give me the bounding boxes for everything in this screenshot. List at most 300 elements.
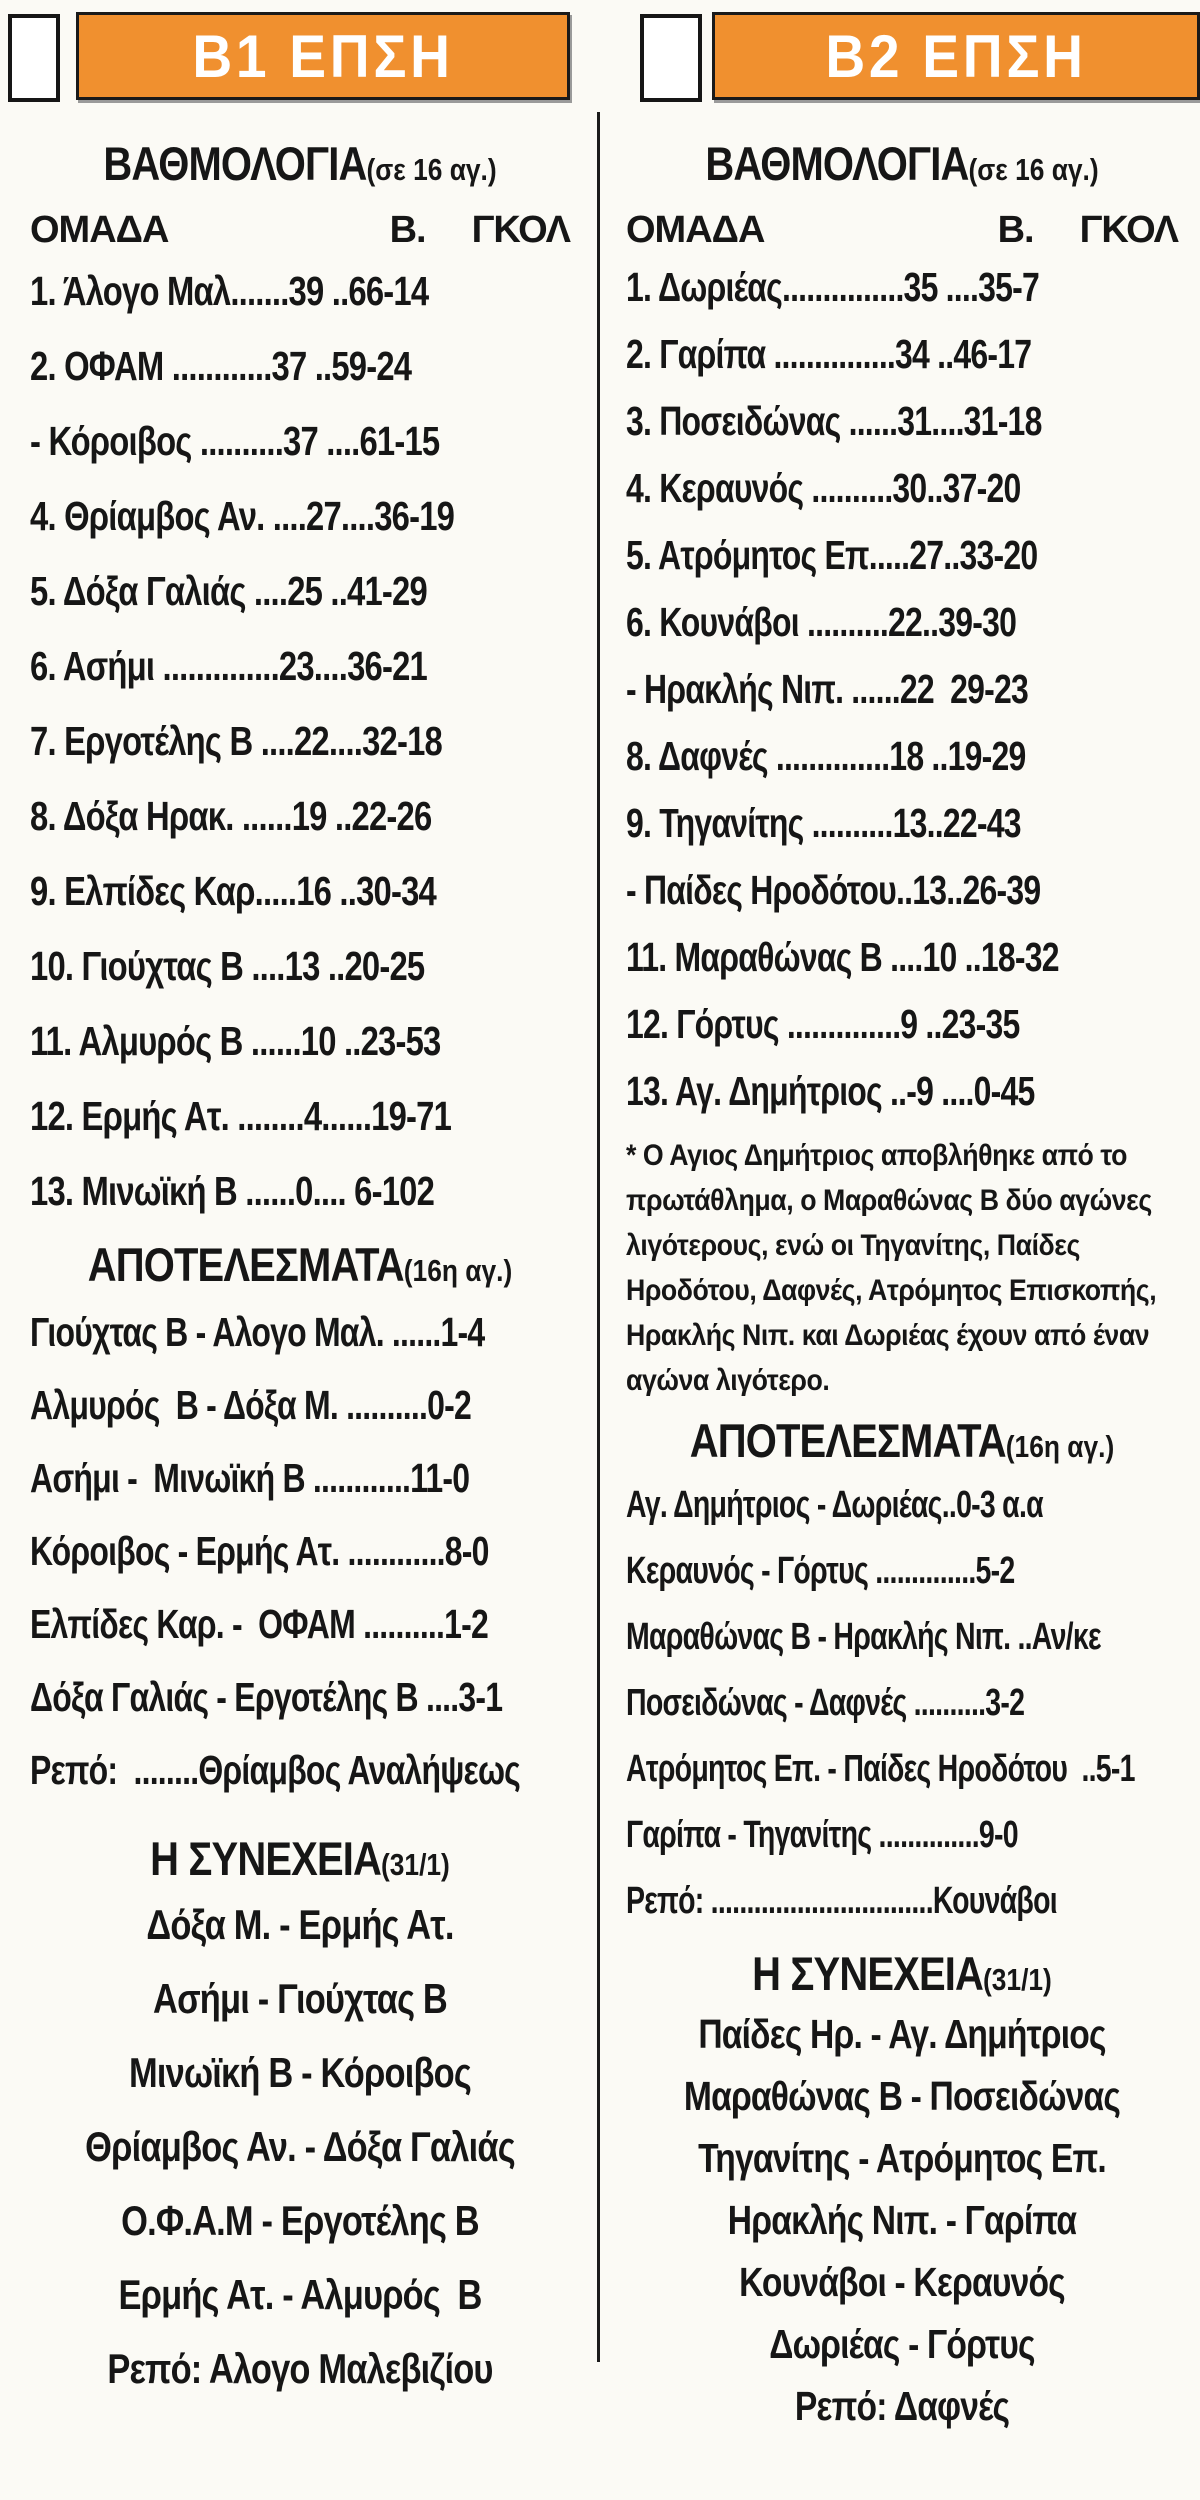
- away-team: Δαφνές: [809, 1682, 907, 1724]
- dot-leader: ....: [312, 1168, 355, 1214]
- results-list: [626, 1472, 1178, 1868]
- result-row: [626, 1604, 1101, 1670]
- dot-leader: ..: [946, 867, 963, 913]
- fixture-row: [676, 2251, 1129, 2313]
- vs-separator: -: [270, 1901, 299, 1948]
- fixture-row: [79, 2184, 522, 2258]
- away-team: Δόξα Γαλιάς: [322, 2123, 515, 2170]
- fixture-row: [676, 2065, 1129, 2127]
- away-team: Κόροιβος: [320, 2049, 471, 2096]
- result-row: [626, 1802, 1040, 1868]
- away-team: Αλμυρός Β: [300, 2271, 482, 2318]
- dot-leader: ......: [840, 398, 898, 444]
- team-goals: 61-15: [359, 418, 440, 464]
- dot-leader: ..........: [798, 599, 889, 645]
- table-row: [626, 790, 1057, 857]
- column-header-team: ΟΜΑΔΑ: [626, 209, 765, 251]
- dot-leader: ..: [322, 568, 348, 614]
- vs-separator: -: [208, 1674, 235, 1720]
- dot-leader: ....: [881, 934, 923, 980]
- vs-separator: -: [820, 1748, 844, 1790]
- team-rank: -: [626, 666, 644, 712]
- dot-leader: ..: [326, 793, 352, 839]
- away-team: Γόρτυς: [926, 2321, 1035, 2367]
- away-team: Εργοτέλης Β: [280, 2197, 479, 2244]
- table-row: [626, 388, 1057, 455]
- next-round-title: [667, 1946, 1136, 2001]
- column-b2: [626, 118, 1178, 2437]
- standings-footnote: * Ο Αγιος Δημήτριος αποβλήθηκε από το πρωτάθλημα, ο Μαραθώνας Β δύο αγώνες λιγότερους, ενώ οι Τηγανίτης, Παίδες Ηροδότου, Δαφνές, Ατρόμητος Επισκοπής, Ηρακλής Νιπ. και Δωριέας έχουν από έναν αγώνα λιγότερο.: [626, 1139, 1157, 1397]
- team-points: 22: [899, 666, 934, 712]
- team-points: 9: [900, 1001, 918, 1047]
- result-row: [30, 1296, 485, 1369]
- team-goals: 26-39: [962, 867, 1041, 913]
- dot-leader: ....: [264, 493, 307, 539]
- away-team: Ερμής Ατ.: [298, 1901, 454, 1948]
- team-name: Δόξα Γαλιάς: [62, 568, 246, 614]
- team-points: 22: [888, 599, 923, 645]
- table-row: [626, 924, 1057, 991]
- next-round-title: [71, 1831, 530, 1886]
- dot-leader: ..: [881, 1068, 907, 1114]
- team-rank: 6.: [30, 643, 63, 689]
- dot-leader: ......: [233, 793, 292, 839]
- results-title: [667, 1413, 1136, 1468]
- result-row: [30, 1442, 470, 1515]
- away-team: Ατρόμητος Επ.: [875, 2135, 1106, 2181]
- team-rank: 10.: [30, 943, 82, 989]
- team-goals: 41-29: [347, 568, 427, 614]
- home-team: Μαραθώνας Β: [683, 2073, 903, 2119]
- away-team: Ερμής Ατ.: [195, 1528, 340, 1574]
- team-goals: 59-24: [331, 343, 412, 389]
- team-rank: 6.: [626, 599, 660, 645]
- team-name: Αγ. Δημήτριος: [675, 1068, 882, 1114]
- team-goals: 35-7: [978, 264, 1039, 310]
- column-header-points: Β.: [389, 209, 426, 251]
- home-team: Μινωϊκή Β: [129, 2049, 293, 2096]
- team-rank: 11.: [30, 1018, 79, 1064]
- dot-leader: ....: [340, 493, 375, 539]
- vs-separator: -: [809, 1484, 832, 1526]
- team-points: 16: [296, 868, 332, 914]
- dot-leader: ......: [236, 1168, 296, 1214]
- team-rank: 2.: [30, 343, 65, 389]
- next-round-title-text: Η ΣΥΝΕΧΕΙΑ: [150, 1832, 381, 1885]
- team-rank: 9.: [626, 800, 660, 846]
- vs-separator: -: [937, 2197, 965, 2243]
- away-team: Κεραυνός: [913, 2259, 1065, 2305]
- team-rank: 13.: [626, 1068, 676, 1114]
- fixtures-list: [626, 2003, 1178, 2375]
- column-header-goals: ΓΚΟΛ: [1079, 209, 1178, 251]
- away-team: Γαρίπα: [964, 2197, 1077, 2243]
- dot-leader: ...............: [781, 264, 904, 310]
- vs-separator: -: [810, 1616, 834, 1658]
- away-team: Δόξα Μ.: [222, 1382, 338, 1428]
- header-checkbox-b2: [640, 14, 702, 102]
- fixture-row: [676, 2127, 1129, 2189]
- team-points: 13: [912, 867, 947, 913]
- team-rank: -: [30, 418, 49, 464]
- away-team: Αλογο Μαλ.: [212, 1309, 384, 1355]
- dot-leader: ......: [843, 666, 900, 712]
- team-rank: -: [626, 867, 644, 913]
- team-goals: 23-53: [360, 1018, 441, 1064]
- home-team: Ηρακλής Νιπ.: [727, 2197, 938, 2243]
- dot-leader: ..............: [154, 643, 279, 689]
- team-goals: 29-23: [950, 666, 1029, 712]
- team-goals: 37-20: [942, 465, 1021, 511]
- team-points: 30: [892, 465, 927, 511]
- away-team: Ποσειδώνας: [929, 2073, 1121, 2119]
- team-points: 31: [897, 398, 932, 444]
- team-points: 39: [288, 268, 324, 314]
- results-title-note: (16η αγ.): [403, 1253, 513, 1288]
- team-goals: 36-21: [347, 643, 427, 689]
- next-round-title-note: (31/1): [982, 1962, 1052, 1997]
- team-points: 13: [284, 943, 320, 989]
- table-row: [626, 455, 1057, 522]
- standings-table: [626, 254, 1178, 1125]
- column-header-team: ΟΜΑΔΑ: [30, 209, 169, 251]
- table-row: [30, 329, 462, 404]
- home-team: Γαρίπα: [626, 1814, 721, 1856]
- table-row: [30, 1079, 462, 1154]
- dot-leader: ......: [238, 268, 289, 314]
- team-name: Δωριέας: [658, 264, 782, 310]
- vs-separator: -: [753, 1550, 778, 1592]
- team-name: Κουνάβοι: [659, 599, 799, 645]
- results-repo-line: Ρεπό: ...............................Κουνάβοι: [626, 1880, 1057, 1922]
- away-team: Γόρτυς: [777, 1550, 869, 1592]
- team-name: Αλμυρός Β: [78, 1018, 243, 1064]
- home-team: Δόξα Γαλιάς: [30, 1674, 209, 1720]
- home-team: Δωριέας: [769, 2321, 900, 2367]
- team-name: Άλογο Μαλ.: [62, 268, 239, 314]
- dot-leader: ........: [228, 1093, 304, 1139]
- team-rank: 12.: [626, 1001, 677, 1047]
- fixtures-repo-line: Ρεπό: Δαφνές: [794, 2383, 1010, 2429]
- team-name: Μινωϊκή Β: [81, 1168, 237, 1214]
- team-name: Δαφνές: [658, 733, 768, 779]
- team-goals: 0-45: [973, 1068, 1035, 1114]
- team-points: 18: [889, 733, 924, 779]
- fixture-row: [676, 2189, 1129, 2251]
- next-round-title-text: Η ΣΥΝΕΧΕΙΑ: [752, 1947, 983, 2000]
- table-row: [30, 854, 462, 929]
- team-name: Κόροιβος: [48, 418, 192, 464]
- table-row: [626, 1058, 1057, 1125]
- result-row: [626, 1538, 1040, 1604]
- table-row: [30, 404, 462, 479]
- table-row: [30, 779, 462, 854]
- team-points: -9: [906, 1068, 934, 1114]
- table-row: [626, 254, 1057, 321]
- team-goals: 6-102: [354, 1168, 435, 1214]
- result-score: ..Αν/κε: [1010, 1616, 1101, 1658]
- team-rank: 1.: [30, 268, 63, 314]
- column-header-goals: ΓΚΟΛ: [471, 209, 570, 251]
- results-title-text: ΑΠΟΤΕΛΕΣΜΑΤΑ: [689, 1414, 1006, 1467]
- result-score: ..........3-2: [906, 1682, 1025, 1724]
- dot-leader: ..: [926, 800, 943, 846]
- team-rank: 9.: [30, 868, 65, 914]
- vs-separator: -: [119, 1455, 146, 1501]
- vs-separator: -: [902, 2073, 930, 2119]
- dot-leader: ....: [876, 532, 910, 578]
- team-goals: 19-71: [371, 1093, 452, 1139]
- standings-title: [667, 136, 1136, 191]
- vs-separator: -: [252, 2197, 281, 2244]
- team-points: 13: [892, 800, 927, 846]
- team-name: Ερμής Ατ.: [81, 1093, 229, 1139]
- team-points: 37: [283, 418, 318, 464]
- dot-leader: ....: [937, 264, 979, 310]
- away-team: Μινωϊκή Β: [145, 1455, 305, 1501]
- standings-columns-header: [626, 209, 1178, 252]
- result-score: ..0-3 α.α: [941, 1484, 1043, 1526]
- team-goals: 46-17: [953, 331, 1032, 377]
- table-row: [30, 704, 462, 779]
- dot-leader: ..: [306, 343, 332, 389]
- team-goals: 19-29: [947, 733, 1026, 779]
- league-title-b2: Β2 ΕΠΣΗ: [825, 22, 1087, 90]
- result-row: [30, 1515, 489, 1588]
- result-row: [30, 1369, 472, 1442]
- home-team: Παίδες Ηρ.: [698, 2011, 863, 2057]
- results-list: [30, 1296, 570, 1734]
- team-rank: 4.: [626, 465, 660, 511]
- team-rank: 5.: [626, 532, 659, 578]
- league-header-b1: [76, 12, 570, 100]
- dot-leader: ......: [242, 1018, 301, 1064]
- team-name: Θρίαμβος Αν.: [64, 493, 265, 539]
- table-row: [626, 589, 1057, 656]
- fixture-row: [79, 1962, 522, 2036]
- team-name: Δόξα Ηρακ.: [62, 793, 234, 839]
- dot-leader: ..: [895, 867, 913, 913]
- dot-leader: ......: [321, 1093, 372, 1139]
- home-team: Αλμυρός Β: [30, 1382, 199, 1428]
- fixtures-list: [30, 1888, 570, 2332]
- fixture-row: [676, 2313, 1129, 2375]
- column-header-points: Β.: [997, 209, 1034, 251]
- vs-separator: -: [249, 1975, 278, 2022]
- home-team: Ελπίδες Καρ.: [30, 1601, 224, 1647]
- vs-separator: -: [187, 1309, 213, 1355]
- team-goals: 31-18: [963, 398, 1042, 444]
- team-points: 37: [271, 343, 307, 389]
- dot-leader: ....: [933, 1068, 974, 1114]
- dot-leader: ....: [313, 643, 348, 689]
- team-name: Ηρακλής Νιπ.: [643, 666, 844, 712]
- team-points: 4: [303, 1093, 322, 1139]
- team-rank: 11.: [626, 934, 675, 980]
- fixture-row: [676, 2003, 1129, 2065]
- table-row: [626, 857, 1057, 924]
- away-team: ΟΦΑΜ: [249, 1601, 355, 1647]
- result-score: ............11-0: [304, 1455, 470, 1501]
- standings-table: [30, 254, 570, 1229]
- home-team: Αγ. Δημήτριος: [626, 1484, 810, 1526]
- team-points: 27: [909, 532, 944, 578]
- dot-leader: ..: [335, 1018, 361, 1064]
- team-goals: 22-43: [942, 800, 1021, 846]
- table-row: [626, 991, 1057, 1058]
- table-row: [30, 254, 462, 329]
- team-name: Μαραθώνας Β: [674, 934, 882, 980]
- team-goals: 23-35: [941, 1001, 1020, 1047]
- table-row: [30, 1154, 462, 1229]
- team-rank: 2.: [626, 331, 660, 377]
- team-goals: 36-19: [374, 493, 455, 539]
- team-points: 35: [903, 264, 938, 310]
- standings-title-note: (σε 16 αγ.): [968, 152, 1099, 187]
- team-goals: 39-30: [938, 599, 1017, 645]
- home-team: Ασήμι: [30, 1455, 120, 1501]
- result-row: [626, 1736, 1135, 1802]
- away-team: Δωριέας: [831, 1484, 942, 1526]
- table-row: [30, 554, 462, 629]
- vs-separator: -: [292, 2049, 321, 2096]
- team-rank: 7.: [30, 718, 65, 764]
- vs-separator: -: [899, 2321, 927, 2367]
- dot-leader: ....: [328, 718, 363, 764]
- table-row: [626, 522, 1057, 589]
- table-row: [30, 1004, 462, 1079]
- away-team: Τηγανίτης: [743, 1814, 872, 1856]
- home-team: Θρίαμβος Αν.: [85, 2123, 296, 2170]
- team-rank: 13.: [30, 1168, 82, 1214]
- team-points: 22: [293, 718, 329, 764]
- fixtures-repo-line: Ρεπό: Αλογο Μαλεβιζίου: [107, 2345, 493, 2392]
- table-row: [626, 656, 1057, 723]
- results-title-note: (16η αγ.): [1005, 1429, 1115, 1464]
- team-rank: 8.: [626, 733, 659, 779]
- team-rank: 8.: [30, 793, 63, 839]
- result-score: ............8-0: [339, 1528, 489, 1574]
- away-team: Αγ. Δημήτριος: [888, 2011, 1106, 2057]
- team-rank: 3.: [626, 398, 660, 444]
- result-row: [30, 1661, 503, 1734]
- home-team: Τηγανίτης: [698, 2135, 850, 2181]
- team-name: Ποσειδώνας: [659, 398, 841, 444]
- home-team: Ατρόμητος Επ.: [626, 1748, 821, 1790]
- team-name: Ατρόμητος Επ.: [658, 532, 877, 578]
- team-name: Παίδες Ηροδότου: [643, 867, 896, 913]
- dot-leader: ..: [923, 733, 948, 779]
- team-goals: 33-20: [959, 532, 1038, 578]
- table-row: [30, 929, 462, 1004]
- team-name: Τηγανίτης: [659, 800, 804, 846]
- dot-leader: [934, 666, 950, 712]
- team-points: 27: [306, 493, 341, 539]
- standings-title-text: ΒΑΘΜΟΛΟΓΙΑ: [103, 137, 367, 190]
- vs-separator: -: [720, 1814, 744, 1856]
- team-goals: 66-14: [348, 268, 429, 314]
- vs-separator: -: [273, 2271, 301, 2318]
- league-title-b1: Β1 ΕΠΣΗ: [192, 22, 454, 90]
- home-team: Δόξα Μ.: [146, 1901, 271, 1948]
- dot-leader: ..............: [778, 1001, 901, 1047]
- header-checkbox-b1: [8, 14, 60, 102]
- results-title: [71, 1237, 530, 1292]
- result-score: ..............5-2: [868, 1550, 1015, 1592]
- result-score: ..........1-2: [354, 1601, 489, 1647]
- dot-leader: ..............: [767, 733, 890, 779]
- table-row: [30, 629, 462, 704]
- dot-leader: ..: [917, 1001, 942, 1047]
- dot-leader: ..........: [191, 418, 284, 464]
- dot-leader: ..........: [803, 465, 893, 511]
- team-name: Ασήμι: [62, 643, 155, 689]
- team-rank: 5.: [30, 568, 63, 614]
- dot-leader: ..: [331, 868, 357, 914]
- team-goals: 20-25: [344, 943, 425, 989]
- dot-leader: ....: [243, 943, 285, 989]
- dot-leader: ...............: [765, 331, 896, 377]
- dot-leader: ....: [317, 418, 360, 464]
- home-team: Ασήμι: [153, 1975, 250, 2022]
- team-name: Γόρτυς: [676, 1001, 779, 1047]
- dot-leader: ....: [252, 718, 294, 764]
- home-team: Μαραθώνας Β: [626, 1616, 811, 1658]
- dot-leader: ..........: [803, 800, 893, 846]
- team-name: Εργοτέλης Β: [64, 718, 253, 764]
- vs-separator: -: [862, 2011, 889, 2057]
- dot-leader: ..: [926, 465, 943, 511]
- team-goals: 30-34: [356, 868, 436, 914]
- dot-leader: ....: [245, 568, 288, 614]
- home-team: Κουνάβοι: [739, 2259, 886, 2305]
- team-name: Γαρίπα: [659, 331, 766, 377]
- team-points: 10: [922, 934, 957, 980]
- dot-leader: ....: [262, 868, 297, 914]
- fixture-row: [79, 2036, 522, 2110]
- away-team: Ηρακλής Νιπ.: [833, 1616, 1011, 1658]
- team-points: 23: [278, 643, 314, 689]
- dot-leader: ..: [323, 268, 349, 314]
- team-points: 25: [287, 568, 323, 614]
- result-row: [626, 1670, 1040, 1736]
- vs-separator: -: [223, 1601, 250, 1647]
- home-team: Ο.Φ.Α.Μ: [121, 2197, 253, 2244]
- team-rank: 12.: [30, 1093, 82, 1139]
- dot-leader: ..: [956, 934, 981, 980]
- table-row: [626, 723, 1057, 790]
- team-goals: 18-32: [980, 934, 1059, 980]
- team-goals: 22-26: [351, 793, 432, 839]
- team-name: ΟΦΑΜ: [64, 343, 164, 389]
- away-team: Εργοτέλης Β: [234, 1674, 418, 1720]
- vs-separator: -: [198, 1382, 223, 1428]
- team-points: 0: [295, 1168, 313, 1214]
- home-team: Κεραυνός: [626, 1550, 754, 1592]
- result-score: ......1-4: [383, 1309, 485, 1355]
- vs-separator: -: [169, 1528, 196, 1574]
- away-team: Γιούχτας Β: [277, 1975, 447, 2022]
- standings-title-note: (σε 16 αγ.): [366, 152, 497, 187]
- result-score: ..5-1: [1067, 1748, 1135, 1790]
- dot-leader: ....: [931, 398, 964, 444]
- vs-separator: -: [295, 2123, 323, 2170]
- team-name: Ελπίδες Καρ.: [64, 868, 263, 914]
- dot-leader: ............: [163, 343, 272, 389]
- team-points: 10: [300, 1018, 336, 1064]
- standings-columns-header: [30, 209, 570, 252]
- result-row: [30, 1588, 489, 1661]
